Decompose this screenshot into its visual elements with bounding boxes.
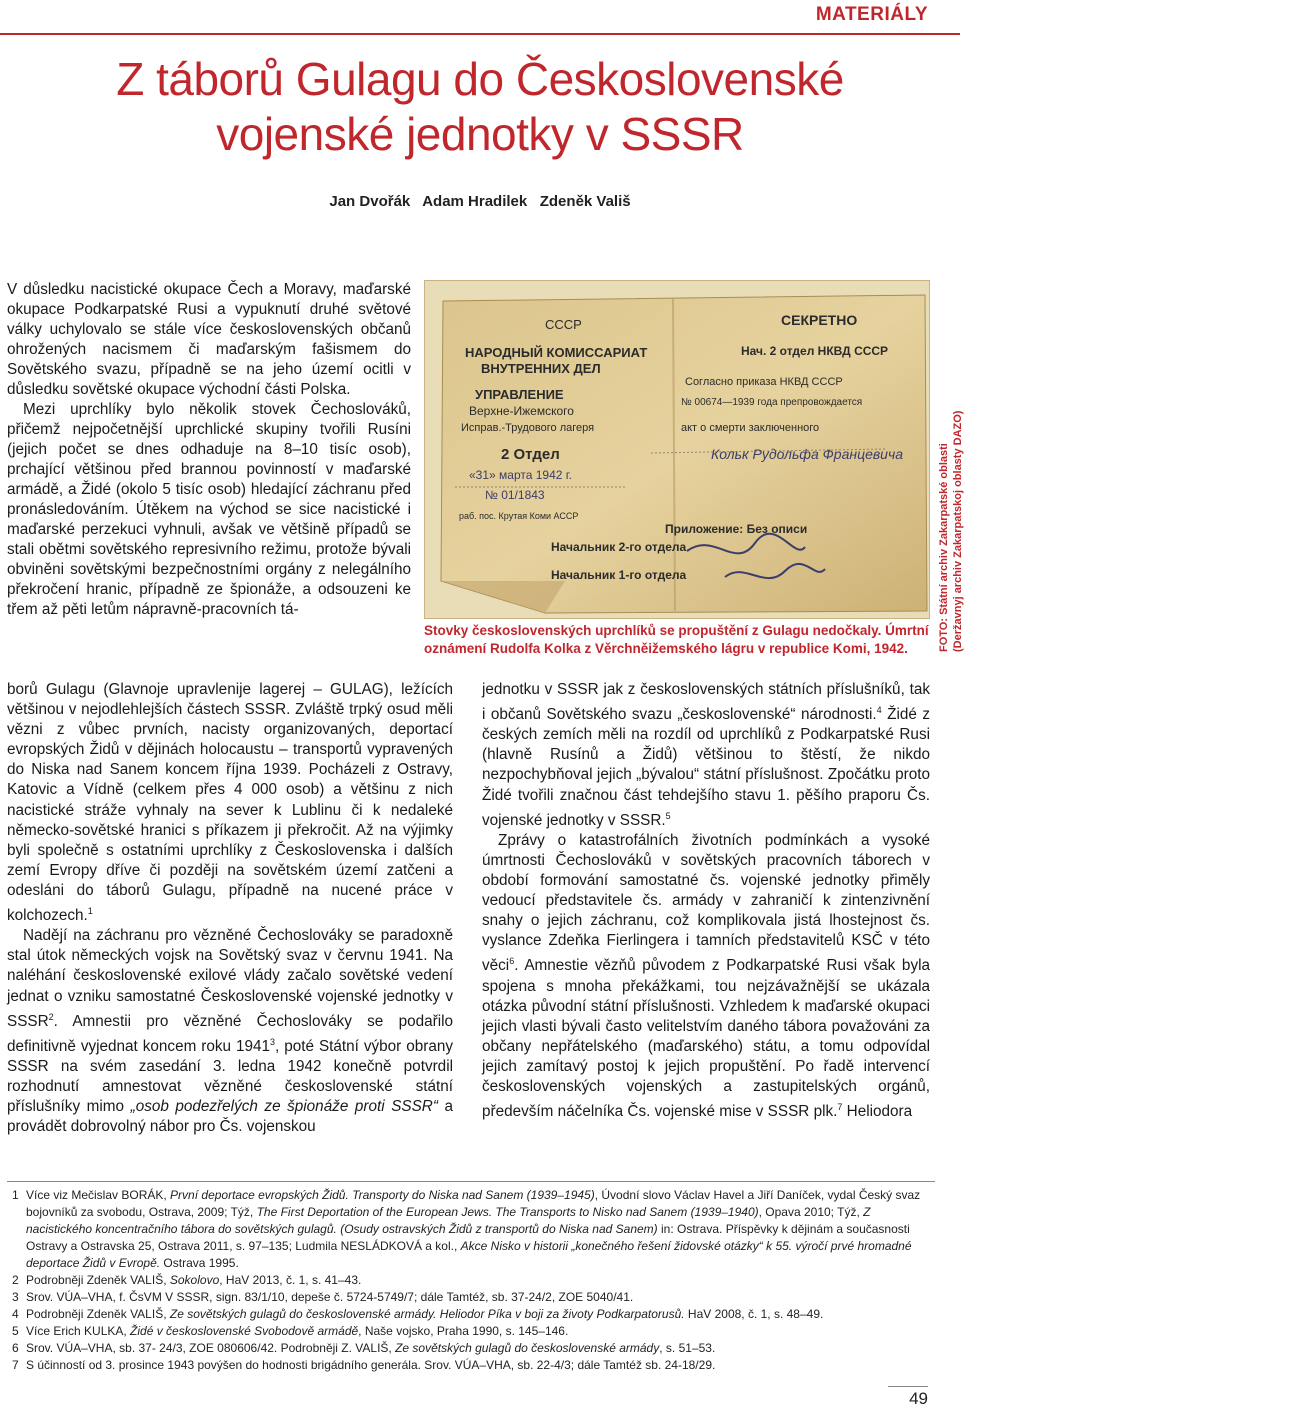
- paragraph-2b: [7, 680, 453, 926]
- doc-line-3: ВНУТРЕННИХ ДЕЛ: [481, 361, 601, 376]
- footnote-7: [12, 1357, 930, 1374]
- paragraph-1: V důsledku nacistické okupace Čech a Moravy, maďarské okupace Podkarpatské Rusi a vypuknutí druhé světové války uchylovalo se stále více československých občanů ohrožených nacismem či maďarským fašismem do Sovětského svazu, případně se na jeho území ocitli v důsledku sovětské okupace východní části Polska.: [7, 281, 411, 398]
- footnote-text: Srov. VÚA–VHA, f. ČsVM V SSSR, sign. 83/1/10, depeše č. 5724-5749/7; dále Tamtéž, sb. 37-24/2, ZOE 5040/41.: [26, 1290, 634, 1304]
- doc-line-5: Верхне-Ижемского: [469, 404, 574, 418]
- doc-line-7: 2 Отдел: [501, 446, 560, 463]
- photo-credit-line-2: (Deržavnyj archiv Zakarpatskoj oblasty DAZO): [952, 410, 964, 652]
- header-rule: [0, 33, 960, 35]
- fn6-i1: Ze sovětských gulagů do československé armády: [395, 1341, 660, 1355]
- left-lower-column: [7, 680, 453, 1137]
- paragraph-r1: [482, 680, 930, 831]
- fn2-a: Podrobněji Zdeněk VALIŠ,: [26, 1273, 170, 1287]
- footnote-text: [26, 1306, 930, 1323]
- fn1-b: , Úvodní slovo Václav Havel a Jiří Daníček, vydal Český svaz bojovníků za svobodu, Ostrava, 2009; Týž,: [26, 1188, 921, 1219]
- figure-caption: Stovky československých uprchlíků se propuštění z Gulagu nedočkaly. Úmrtní oznámení Rudolfa Kolka z Věrchněižemského lágru v republice Komi, 1942.: [424, 623, 929, 656]
- fn4-i1: Ze sovětských gulagů do československé armády. Heliodor Píka v boji za životy Podkarpatorusů.: [169, 1307, 685, 1321]
- paragraph-2a: Mezi uprchlíky bylo několik stovek Čechoslováků, přičemž nejpočetnější uprchlické skupiny tvořili Rusíni (jejich počet se dnes odhaduje na 8–10 tisíc osob), prchající většinou před brannou povinností v maďarské armádě, a Židé (okolo 5 tisíc osob) hledající záchranu před pronásledováním. Útěkem na východ se sice nacistické i maďarské perzekuci vyhnuli, avšak ve většině případů se stali obětmi sovětského represivního režimu, protože bývali obviněni sovětskými bezpečnostními orgány z nelegálního překročení hranic, případně ze špionáže, a odsouzeni ke třem až pěti letům nápravně-pracovních tá-: [7, 401, 411, 618]
- fn1-e: Ostrava 1995.: [160, 1256, 239, 1270]
- footnote-ref-2[interactable]: 2: [48, 1011, 54, 1022]
- doc-right-2: Нач. 2 отдел НКВД СССР: [741, 344, 889, 358]
- footnote-1: [12, 1187, 930, 1272]
- title-line-2: vojenské jednotky v SSSR: [216, 108, 744, 160]
- paragraph-3-b: . Amnestii pro vězněné Čechoslováky se podařilo definitivně vyjednat koncem roku 1941: [7, 1012, 453, 1055]
- document-photo: [424, 280, 930, 619]
- paragraph-3-d: a provádět dobrovolný nábor pro Čs. vojenskou: [7, 1098, 454, 1136]
- footnote-number: 5: [12, 1324, 19, 1338]
- fn1-i4: Akce Nisko v historii „konečného řešení židovské otázky“ k 55. výročí prvé hromadné deportace Židů v Evropě.: [26, 1239, 912, 1270]
- fn5-a: Více Erich KULKA,: [26, 1324, 131, 1338]
- doc-line-1: СССР: [545, 317, 582, 332]
- doc-line-2: НАРОДНЫЙ КОМИССАРИАТ: [465, 345, 648, 360]
- doc-line-4: УПРАВЛЕНИЕ: [475, 387, 564, 402]
- paragraph-3-c: , poté Státní výbor obrany SSSR na svém zasedání 3. ledna 1942 konečně potvrdil rozhodnutí amnestovat vězněné československé státní příslušníky mimo: [7, 1037, 453, 1116]
- footnote-3: [12, 1289, 930, 1306]
- fn1-d: in: Ostrava. Příspěvky k dějinám a současnosti Ostravy a Ostravska 25, Ostrava 2011, s. 97–135; Ludmila NESLÁDKOVÁ a kol.,: [26, 1222, 910, 1253]
- footnote-text: [26, 1340, 930, 1357]
- paragraph-3: [7, 926, 453, 1137]
- doc-sign-2: Начальник 1-го отдела: [551, 568, 687, 582]
- footnote-text: [26, 1323, 930, 1340]
- paragraph-3-quote: „osob podezřelých ze špionáže proti SSSR“: [130, 1098, 438, 1116]
- footnote-6: [12, 1340, 930, 1357]
- authors: Jan Dvořák Adam Hradilek Zdeněk Vališ: [329, 193, 631, 210]
- footnote-2: [12, 1272, 930, 1289]
- fn6-a: Srov. VÚA–VHA, sb. 37- 24/3, ZOE 080606/42. Podrobněji Z. VALIŠ,: [26, 1341, 396, 1355]
- fn5-i1: Židé v československé Svobodově armádě: [130, 1324, 359, 1338]
- footnote-ref-1[interactable]: 1: [87, 906, 93, 917]
- fn1-i1: První deportace evropských Židů. Transporty do Niska nad Sanem (1939–1945): [170, 1188, 595, 1202]
- doc-sign-1: Начальник 2-го отдела: [551, 540, 687, 554]
- footnotes: [12, 1187, 930, 1374]
- photo-credit-line-1: FOTO: Státní archiv Zakarpatské oblasti: [938, 443, 950, 652]
- footnote-text: [26, 1187, 930, 1272]
- doc-line-6: Исправ.-Трудового лагеря: [461, 422, 595, 434]
- paragraph-r2: [482, 831, 930, 1123]
- paragraph-r1-b: Židé z českých zemích měli na rozdíl od uprchlíků z Podkarpatské Rusi (hlavně Rusínů a Židů) většinou to štěstí, že nikdo nezpochybňoval jejich „bývalou“ státní příslušnost. Zpočátku proto Židé tvořili značnou část tehdejšího stavu 1. pěšího praporu Čs. vojenské jednotky v SSSR.: [482, 706, 931, 829]
- footnote-number: 6: [12, 1341, 19, 1355]
- doc-right-3: Согласно приказа НКВД СССР: [685, 376, 843, 388]
- page-number-rule: [888, 1386, 928, 1387]
- footnote-ref-7[interactable]: 7: [837, 1102, 843, 1113]
- title-line-1: Z táborů Gulagu do Československé: [116, 53, 844, 105]
- fn6-b: , s. 51–53.: [659, 1341, 716, 1355]
- paragraph-3-a: Nadějí na záchranu pro vězněné Čechoslováky se paradoxně stal útok německých vojsk na Sovětský svaz v červnu 1941. Na naléhání československé exilové vlády začalo sovětské vedení jednat o vzniku samostatné Československé vojenské jednotky v SSSR: [7, 927, 453, 1030]
- right-column: [482, 680, 930, 1122]
- photo-credit: [937, 410, 1309, 652]
- doc-right-5: акт о смерти заключенного: [681, 422, 820, 434]
- footnote-number: 7: [12, 1358, 19, 1372]
- fn5-b: , Naše vojsko, Praha 1990, s. 145–146.: [358, 1324, 569, 1338]
- footnote-text: [26, 1272, 930, 1289]
- fn2-i1: Sokolovo: [169, 1273, 220, 1287]
- footnote-ref-4[interactable]: 4: [876, 705, 882, 716]
- footnote-number: 3: [12, 1290, 19, 1304]
- paragraph-r1-a: jednotku v SSSR jak z československých státních příslušníků, tak i občanů Sovětského svazu „československé“ národnosti.: [482, 681, 930, 724]
- footnote-4: [12, 1306, 930, 1323]
- fn1-c: , Opava 2010; Týž,: [758, 1205, 864, 1219]
- doc-right-1: СЕКРЕТНО: [781, 312, 858, 328]
- doc-right-7: Приложение: Без описи: [665, 522, 808, 536]
- paragraph-r2-c: Heliodora: [842, 1103, 913, 1121]
- document-image: [425, 281, 929, 618]
- left-column: [7, 280, 411, 620]
- doc-right-4: № 00674—1939 года препровождается: [681, 397, 863, 408]
- footnote-ref-3[interactable]: 3: [270, 1036, 276, 1047]
- fn1-i3: Z nacistického koncentračního tábora do sovětských gulagů. (Osudy ostravských Židů z transportů do Niska nad Sanem): [26, 1205, 871, 1236]
- fn1-i2: The First Deportation of the European Jews. The Transports to Nisko nad Sanem (1939–1940): [256, 1205, 759, 1219]
- footnote-5: [12, 1323, 930, 1340]
- footnote-number: 4: [12, 1307, 19, 1321]
- doc-line-10: раб. пос. Крутая Коми АССР: [459, 511, 579, 521]
- footnote-ref-6[interactable]: 6: [509, 956, 515, 967]
- doc-right-6: Кольк Рудольфа Францевича: [711, 446, 903, 462]
- fn4-b: HaV 2008, č. 1, s. 48–49.: [684, 1307, 824, 1321]
- footnote-ref-5[interactable]: 5: [665, 810, 671, 821]
- paragraph-2b-text: borů Gulagu (Glavnoje upravlenije lagerej – GULAG), ležících většinou v nejodlehlejších částech SSSR. Zvláště trpký osud měli vězni z vůbec prvních, nacisty organizovaných, deportací evropských Židů v dějinách holocaustu – transportů vypravených do Niska nad Sanem koncem října 1939. Pocházeli z Ostravy, Katovic a Vídně (celkem přes 4 000 osob) a většinu z nich nacistické stráže vyhnaly na sever k Lublinu či k nedaleké německo-sovětské hranici s příkazem ji překročit. Až na výjimky byli společně s ostatními uprchlíky z Československa i dalších zemí Evropy dříve či později na sovětském území zatčeni a odesláni do táborů Gulagu, případně na nucené práce v kolchozech.: [7, 681, 453, 925]
- paragraph-r2-b: . Amnestie vězňů původem z Podkarpatské Rusi však byla spojena s mnoha překážkami, tou nejzávažnější se ukázala otázka původní státní příslušnosti. Vzhledem k maďarské okupaci jejich vlasti bývali často velitelstvím daného tábora považováni za občany nepřátelského (maďarského) státu, a tomu odpovídal jejich zamítavý postoj k jejich propuštění. Po řadě intervencí československých vojenských a zastupitelských orgánů, především náčelníka Čs. vojenské mise v SSSR plk.: [482, 957, 930, 1121]
- section-label: MATERIÁLY: [815, 4, 928, 25]
- page-number: 49: [909, 1389, 928, 1408]
- article-title: [0, 52, 960, 162]
- fn1-a: Více viz Mečislav BORÁK,: [26, 1188, 171, 1202]
- doc-line-9: № 01/1843: [485, 488, 545, 502]
- fn2-b: , HaV 2013, č. 1, s. 41–43.: [219, 1273, 362, 1287]
- footnote-rule: [7, 1181, 935, 1182]
- fn4-a: Podrobněji Zdeněk VALIŠ,: [26, 1307, 170, 1321]
- footnote-number: 2: [12, 1273, 19, 1287]
- footnote-text: S účinností od 3. prosince 1943 povýšen do hodnosti brigádního generála. Srov. VÚA–VHA, sb. 22-4/3; dále Tamtéž sb. 24-18/29.: [26, 1358, 716, 1372]
- paragraph-r2-a: Zprávy o katastrofálních životních podmínkách a vysoké úmrtnosti Čechoslováků v sovětských pracovních táborech v období formování samostatné čs. vojenské jednotky přiměly vedoucí představitele čs. armády v zahraničí k zintenzivnění snahy o jejich záchranu, což komplikovala jistá lhostejnost čs. vyslance Zdeňka Fierlingera i tamních představitelů KSČ v této věci: [482, 831, 930, 975]
- doc-line-8: «31» марта 1942 г.: [469, 468, 573, 482]
- footnote-number: 1: [12, 1188, 19, 1202]
